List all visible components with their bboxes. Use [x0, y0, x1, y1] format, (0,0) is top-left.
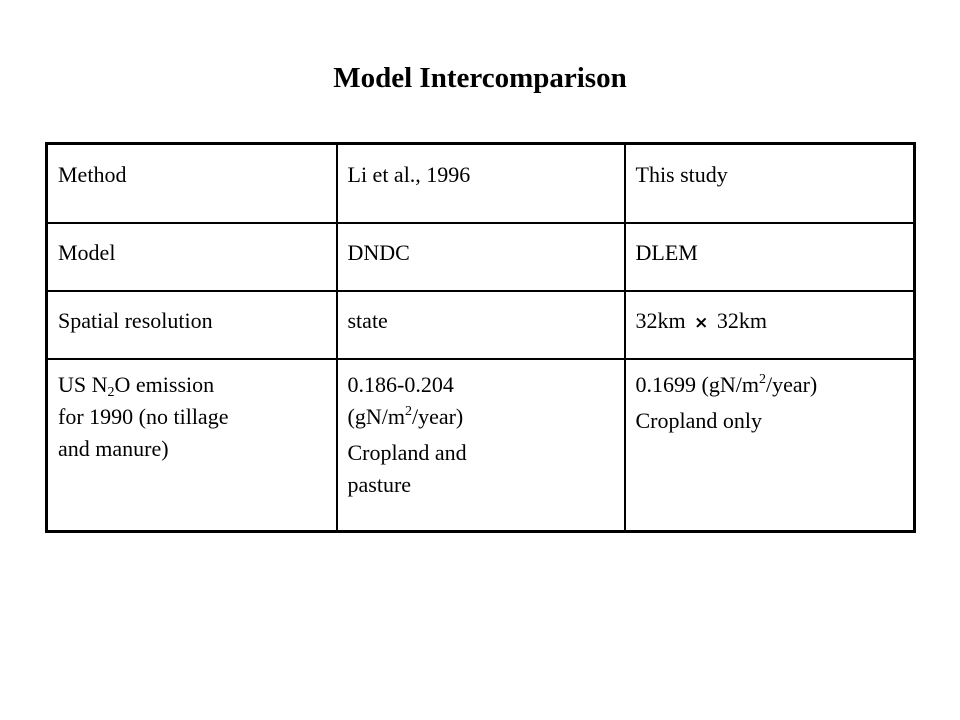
table-row-spatial-resolution: [47, 291, 915, 359]
emission-li-unit-suffix: /year): [411, 404, 464, 429]
emission-label-line3: and manure): [58, 436, 169, 461]
table-row-model: [47, 223, 915, 291]
header-li-text: Li et al., 1996: [347, 162, 471, 187]
resolution-li-value: state: [347, 308, 388, 333]
model-li-cell: [337, 223, 625, 291]
emission-this-study-cell: [625, 359, 915, 532]
header-cell-method: [47, 144, 337, 224]
emission-li-content: [338, 360, 624, 501]
comparison-table: [45, 142, 916, 533]
emission-this-value-suffix: /year): [765, 372, 818, 397]
emission-label: [48, 360, 336, 465]
model-this-study-value: DLEM: [635, 240, 698, 265]
resolution-label-cell: [47, 291, 337, 359]
resolution-this-study-value: [626, 292, 914, 339]
resolution-label: Spatial resolution: [58, 308, 213, 333]
model-label: Model: [58, 240, 116, 265]
header-cell-this-study: [625, 144, 915, 224]
times-symbol: ×: [694, 313, 709, 333]
header-method-text: Method: [58, 162, 127, 187]
emission-this-study-scope: Cropland only: [635, 408, 762, 433]
table-row-emission: [47, 359, 915, 532]
emission-label-line1: [58, 369, 326, 401]
model-label-cell: [47, 223, 337, 291]
resolution-this-study-cell: [625, 291, 915, 359]
emission-li-unit-prefix: (gN/m: [347, 404, 405, 429]
emission-label-subscript: 2: [107, 385, 115, 400]
emission-li-value: 0.186-0.204: [347, 372, 454, 397]
emission-li-unit: [348, 401, 614, 433]
emission-label-cell: [47, 359, 337, 532]
emission-this-value-superscript: 2: [758, 372, 766, 387]
resolution-width: 32km: [635, 308, 686, 333]
emission-this-study-value: [636, 369, 904, 401]
header-cell-li: [337, 144, 625, 224]
emission-label-line2: for 1990 (no tillage: [58, 404, 229, 429]
emission-label-mid: O emission: [114, 372, 215, 397]
emission-label-prefix: US N: [58, 372, 108, 397]
emission-li-cell: [337, 359, 625, 532]
emission-li-scope-line2: pasture: [347, 472, 412, 497]
table-row-header: [47, 144, 915, 224]
resolution-height: 32km: [716, 308, 767, 333]
emission-li-scope-line1: Cropland and: [347, 440, 467, 465]
comparison-table-container: [45, 142, 915, 533]
model-li-value: DNDC: [347, 240, 410, 265]
emission-this-study-content: [626, 360, 914, 437]
resolution-li-cell: [337, 291, 625, 359]
emission-li-unit-superscript: 2: [404, 404, 412, 419]
emission-this-value-prefix: 0.1699 (gN/m: [635, 372, 759, 397]
model-this-study-cell: [625, 223, 915, 291]
header-this-study-text: This study: [635, 162, 728, 187]
slide-title: Model Intercomparison: [333, 62, 627, 94]
